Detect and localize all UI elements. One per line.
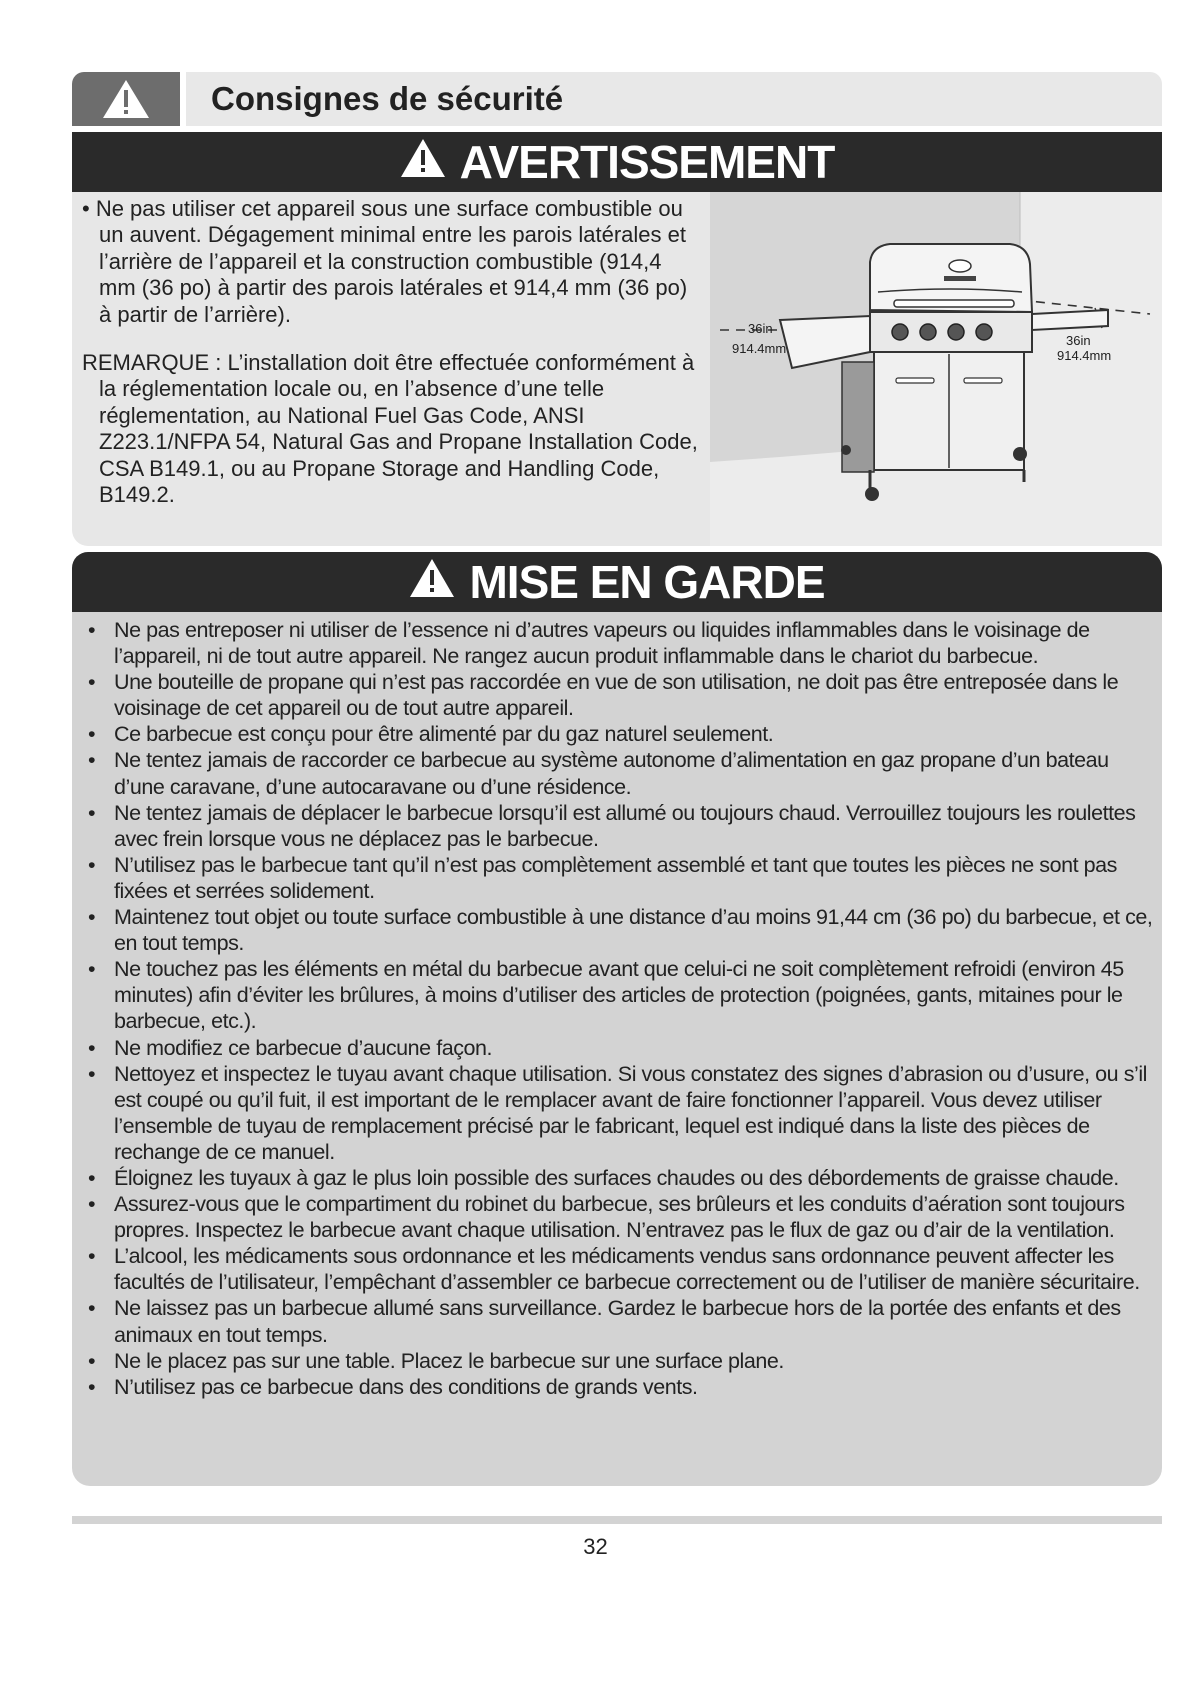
page-number: 32 [583, 1534, 608, 1559]
caution-item: • Assurez-vous que le compartiment du robinet du barbecue, ses brûleurs et les conduits d’aération sont toujours propres. Inspectez le barbecue avant chaque utilisation. N’entravez pas le flux de gaz ou d’air de la ventilation. [84, 1191, 1154, 1243]
caution-list [84, 617, 1154, 1400]
footer-rule [72, 1516, 1162, 1524]
caution-item: • Ce barbecue est conçu pour être alimenté par du gaz naturel seulement. [84, 721, 1154, 747]
section-title: Consignes de sécurité [211, 80, 564, 117]
right-clearance-inch: 36in [1066, 333, 1091, 348]
right-clearance-mm: 914.4mm [1057, 348, 1112, 363]
caution-item: • Éloignez les tuyaux à gaz le plus loin possible des surfaces chaudes ou des débordements de graisse chaude. [84, 1165, 1154, 1191]
caution-banner [72, 552, 1162, 612]
caution-item: • Ne tentez jamais de déplacer le barbecue lorsqu’il est allumé ou toujours chaud. Verrouillez toujours les roulettes avec frein lorsque vous ne déplacez pas le barbecue. [84, 800, 1154, 852]
caution-item: • Ne tentez jamais de raccorder ce barbecue au système autonome d’alimentation en gaz propane d’un bateau d’une caravane, d’une autocaravane ou d’une résidence. [84, 747, 1154, 799]
warning-triangle-icon [101, 78, 151, 120]
warning-triangle-icon [409, 555, 455, 609]
caution-banner-label: MISE EN GARDE [469, 556, 825, 608]
grill-clearance-illustration [710, 192, 1162, 546]
warning-text [82, 196, 702, 508]
caution-item: • Ne laissez pas un barbecue allumé sans surveillance. Gardez le barbecue hors de la portée des enfants et des animaux en tout temps. [84, 1295, 1154, 1347]
caution-item: • Ne modifiez ce barbecue d’aucune façon. [84, 1035, 1154, 1061]
warning-note: REMARQUE : L’installation doit être effectuée conformément à la réglementation locale ou, en l’absence d’une telle réglementation, au National Fuel Gas Code, ANSI Z223.1/NFPA 54, Natural Gas and Propane Installation Code, CSA B149.1, ou au Propane Storage and Handling Code, B149.2. [82, 350, 698, 508]
warning-banner-label: AVERTISSEMENT [459, 136, 835, 188]
warning-triangle-icon [400, 135, 446, 189]
warning-banner [72, 132, 1162, 192]
caution-item: • Ne touchez pas les éléments en métal du barbecue avant que celui-ci ne soit complètement refroidi (environ 45 minutes) afin d’éviter les brûlures, à moins d’utiliser des articles de protection (poignées, gants, mitaines pour le barbecue, etc.). [84, 956, 1154, 1034]
caution-item: • Ne le placez pas sur une table. Placez le barbecue sur une surface plane. [84, 1348, 1154, 1374]
caution-item: • Une bouteille de propane qui n’est pas raccordée en vue de son utilisation, ne doit pas être entreposée dans le voisinage de cet appareil ou de tout autre appareil. [84, 669, 1154, 721]
left-clearance-inch: 36in [748, 321, 773, 336]
warning-item: • Ne pas utiliser cet appareil sous une surface combustible ou un auvent. Dégagement minimal entre les parois latérales et l’arrière de l’appareil et la construction combustible (914,4 mm (36 po) à partir des parois latérales et 914,4 mm (36 po) à partir de l’arrière). [82, 196, 688, 327]
section-icon-box [72, 72, 180, 126]
caution-item: • L’alcool, les médicaments sous ordonnance et les médicaments vendus sans ordonnance peuvent affecter les facultés de l’utilisateur, l’empêchant d’assembler ce barbecue correctement ou de l’utiliser de manière sécuritaire. [84, 1243, 1154, 1295]
caution-item: • Nettoyez et inspectez le tuyau avant chaque utilisation. Si vous constatez des signes d’abrasion ou d’usure, ou s’il est coupé ou qu’il fuit, il est important de le remplacer avant de faire fonctionner l’appareil. Vous devez utiliser l’ensemble de tuyau de remplacement précisé par le fabricant, lequel est indiqué dans la liste des pièces de rechange de ce manuel. [84, 1061, 1154, 1165]
caution-item: • N’utilisez pas le barbecue tant qu’il n’est pas complètement assemblé et tant que toutes les pièces ne sont pas fixées et serrées solidement. [84, 852, 1154, 904]
left-clearance-mm: 914.4mm [732, 341, 787, 356]
caution-item: • Maintenez tout objet ou toute surface combustible à une distance d’au moins 91,44 cm (36 po) du barbecue, et ce, en tout temps. [84, 904, 1154, 956]
caution-item: • N’utilisez pas ce barbecue dans des conditions de grands vents. [84, 1374, 1154, 1400]
caution-item: • Ne pas entreposer ni utiliser de l’essence ni d’autres vapeurs ou liquides inflammables dans le voisinage de l’appareil, ni de tout autre appareil. Ne rangez aucun produit inflammable dans le chariot du barbecue. [84, 617, 1154, 669]
